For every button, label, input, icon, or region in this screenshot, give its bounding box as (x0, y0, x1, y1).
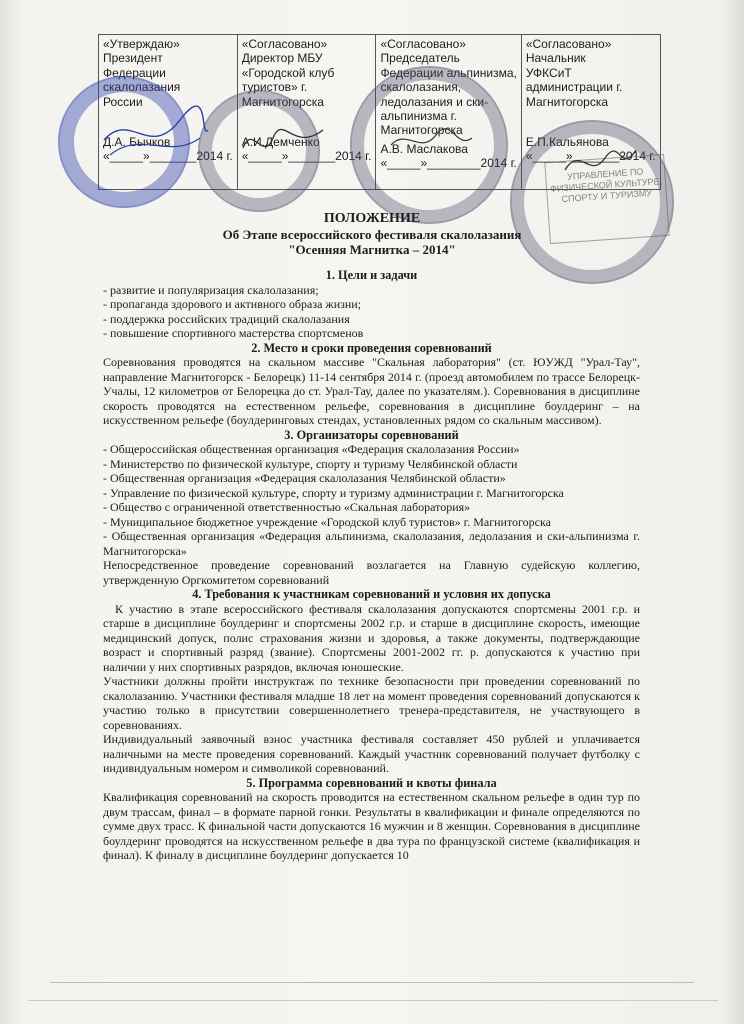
list-item: - повышение спортивного мастерства спортсменов (103, 326, 364, 340)
approval-signer: Е.П.Кальянова (525, 135, 609, 150)
list-item: - Общероссийская общественная организация «Федерация скалолазания России» (103, 442, 520, 456)
approval-signer: Д.А. Бычков (103, 135, 171, 150)
list-item: - Общественная организация «Федерация альпинизма, скалолазания, ледолазания и ски-альпинизма г. Магнитогорска» (103, 529, 640, 558)
event-name: "Осенняя Магнитка – 2014" (288, 242, 456, 257)
approval-cell-federation-chair: «Согласовано» Председатель Федерации альпинизма, скалолазания, ледолазания и ски- альпинизма г. Магнитогорска А.В. Маслакова «_____»________2014 г. (376, 35, 521, 190)
department-stamp-text: УПРАВЛЕНИЕ ПО ФИЗИЧЕСКОЙ КУЛЬТУРЕ, СПОРТУ И ТУРИЗМУ (544, 154, 669, 244)
section-heading: 1. Цели и задачи (325, 268, 418, 282)
page-edge-line (50, 982, 694, 983)
approval-date: «_____»_______2014 г. (525, 149, 656, 164)
list-item: - развитие и популяризация скалолазания; (103, 282, 319, 297)
list-item: - поддержка российских традиций скалолазания (103, 311, 350, 326)
paragraph: Соревнования проводятся на скальном массиве "Скальная лаборатория" (ст. ЮУЖД "Урал-Тау", направление Магнитогорск - Белорецк) 11-14 сентября 2014 г. (проезд автомобилем по трассе Белорецк-Учалы, 12 километров от Белорецка до ст. Урал-Тау, далее по указателям.). Соревнования в дисциплине скорость проводятся на естественном рельефе, соревнования в дисциплине боулдеринг – на искусственном рельефе (боулдеринговых стендах, установленных рядом со скальным массивом). (103, 355, 640, 427)
approval-cell-president: «Утверждаю» Президент Федерации скалолазания России Д.А. Бычков «_____»_______2014 г. (99, 35, 238, 190)
paragraph: Квалификация соревнований на скорость проводится на естественном скальном рельефе в один тур по двум трассам, финал – в формате парной гонки. Результаты в квалификации и финале определяются по сумме двух трасс. К финальной части допускаются 16 мужчин и 8 женщин. Соревнования в дисциплине боулдеринг проводятся на искусственном рельефе в два тура по французской системе (квалификация и финал). К финалу в дисциплине боулдеринг допускается 10 (103, 790, 640, 862)
approval-date: «_____»_______2014 г. (241, 149, 372, 164)
page-edge-line (28, 1000, 718, 1001)
approval-cell-club-director: «Согласовано» Директор МБУ «Городской клуб туристов» г. Магнитогорска А.И.Демченко «_____»_______2014 г. (237, 35, 376, 190)
document-subtitle: Об Этапе всероссийского фестиваля скалолазания (222, 227, 522, 242)
list-item: - Муниципальное бюджетное учреждение «Городской клуб туристов» г. Магнитогорска (103, 514, 551, 529)
approval-signer: А.И.Демченко (241, 135, 320, 150)
approval-signer: А.В. Маслакова (380, 141, 468, 156)
section-heading: 2. Место и сроки проведения соревнований (251, 340, 492, 355)
paragraph: Участники должны пройти инструктаж по технике безопасности при проведении соревнований по скалолазанию. Участники фестиваля младше 18 лет на момент проведения соревнований допускаются к участию только в присутствии совершеннолетнего тренера-представителя, не участвующего в соревнованиях. (103, 674, 640, 732)
list-item: - Общество с ограниченной ответственностью «Скальная лаборатория» (103, 500, 471, 514)
paragraph: Непосредственное проведение соревнований возлагается на Главную судейскую коллегию, утвержденную Оргкомитетом соревнований (103, 558, 640, 587)
approval-date: «_____»_______2014 г. (103, 149, 233, 164)
paragraph: К участию в этапе всероссийского фестиваля скалолазания допускаются спортсмены 2001 г.р. и старше в дисциплине боулдеринг и спортсмены 2002 г.р. и старше в дисциплине скорость, имеющие медицинский допуск, полис страхования жизни и здоровья, а также документы, подтверждающие возраст и спортивный разряд (звание). Спортсмены 2001-2002 гг. р. допускаются к участию при наличии у них спортивных разрядов, включая юношеские. (103, 601, 640, 674)
document-body (103, 268, 640, 863)
list-item: - пропаганда здорового и активного образа жизни; (103, 297, 362, 311)
section-heading: 5. Программа соревнований и квоты финала (246, 775, 497, 790)
document-title: ПОЛОЖЕНИЕ (323, 211, 421, 226)
section-heading: 4. Требования к участникам соревнований и условия их допуска (192, 587, 551, 601)
list-item: - Управление по физической культуре, спорту и туризму администрации г. Магнитогорска (103, 485, 564, 500)
paragraph: Индивидуальный заявочный взнос участника фестиваля составляет 450 рублей и уплачивается наличными на месте проведения соревнований. Каждый участник соревнований получает футболку с индивидуальным номером и символикой соревнований. (103, 732, 640, 775)
approval-date: «_____»________2014 г. (380, 156, 517, 171)
section-heading: 3. Организаторы соревнований (284, 427, 459, 442)
list-item: - Общественная организация «Федерация скалолазания Челябинской области» (103, 471, 506, 485)
approval-cell-sport-department: «Согласовано» Начальник УФКСиТ администрации г. Магнитогорска Е.П.Кальянова «_____»_______2014 г. (521, 35, 660, 190)
list-item: - Министерство по физической культуре, спорту и туризму Челябинской области (103, 456, 518, 471)
